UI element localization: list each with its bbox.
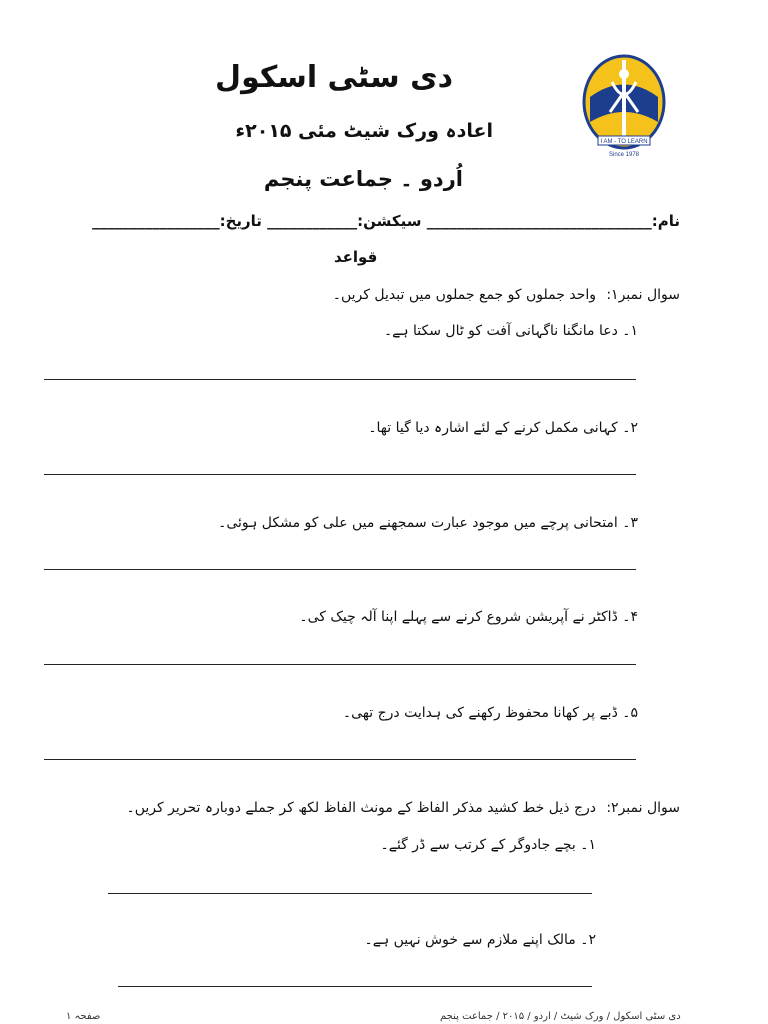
page-number: صفحہ ۱ — [66, 1011, 101, 1022]
answer-line[interactable] — [44, 379, 636, 380]
answer-line[interactable] — [44, 569, 636, 570]
logo-ribbon-text: I AM - TO LEARN — [600, 139, 648, 145]
q1-item-4: ۴۔ ڈاکٹر نے آپریشن شروع کرنے سے پہلے اپنا آلہ چیک کی۔ — [299, 609, 638, 625]
section-title: قواعد — [334, 248, 378, 266]
q2-item-1: ۱۔ بچے جادوگر کے کرتب سے ڈر گئے۔ — [380, 837, 596, 853]
answer-line[interactable] — [108, 893, 592, 894]
q2-item-2: ۲۔ مالک اپنے ملازم سے خوش نہیں ہے۔ — [364, 932, 596, 948]
q1-item-2: ۲۔ کہانی مکمل کرنے کے لئے اشارہ دیا گیا تھا۔ — [368, 420, 638, 436]
worksheet-title: اعادہ ورک شیٹ مئی ۲۰۱۵ء — [235, 120, 493, 142]
question-2-instruction: درج ذیل خط کشید مذکر الفاظ کے مونث الفاظ لکھ کر جملے دوبارہ تحریر کریں۔ — [126, 800, 596, 816]
question-1-label: سوال نمبر۱: — [606, 287, 680, 303]
subject-class-heading: اُردو ۔ جماعت پنجم — [263, 167, 463, 191]
question-1-instruction: واحد جملوں کو جمع جملوں میں تبدیل کریں۔ — [332, 287, 596, 303]
school-name: دی سٹی اسکول — [215, 60, 453, 95]
answer-line[interactable] — [44, 759, 636, 760]
answer-line[interactable] — [44, 664, 636, 665]
footer-text: دی سٹی اسکول / ورک شیٹ / اردو / ۲۰۱۵ / جماعت پنجم — [440, 1011, 681, 1022]
answer-line[interactable] — [118, 986, 592, 987]
q1-item-3: ۳۔ امتحانی پرچے میں موجود عبارت سمجھنے میں علی کو مشکل ہوئی۔ — [218, 515, 638, 531]
q1-item-5: ۵۔ ڈبے پر کھانا محفوظ رکھنے کی ہدایت درج تھی۔ — [342, 705, 638, 721]
q1-item-1: ۱۔ دعا مانگنا ناگہانی آفت کو ٹال سکتا ہے۔ — [383, 323, 638, 339]
answer-line[interactable] — [44, 474, 636, 475]
student-info-line: نام:______________________________ سیکشن:____________ تاریخ:_________________ — [92, 212, 680, 230]
logo-since-text: Since 1978 — [608, 152, 640, 158]
school-logo — [582, 52, 666, 162]
question-2-label: سوال نمبر۲: — [606, 800, 680, 816]
